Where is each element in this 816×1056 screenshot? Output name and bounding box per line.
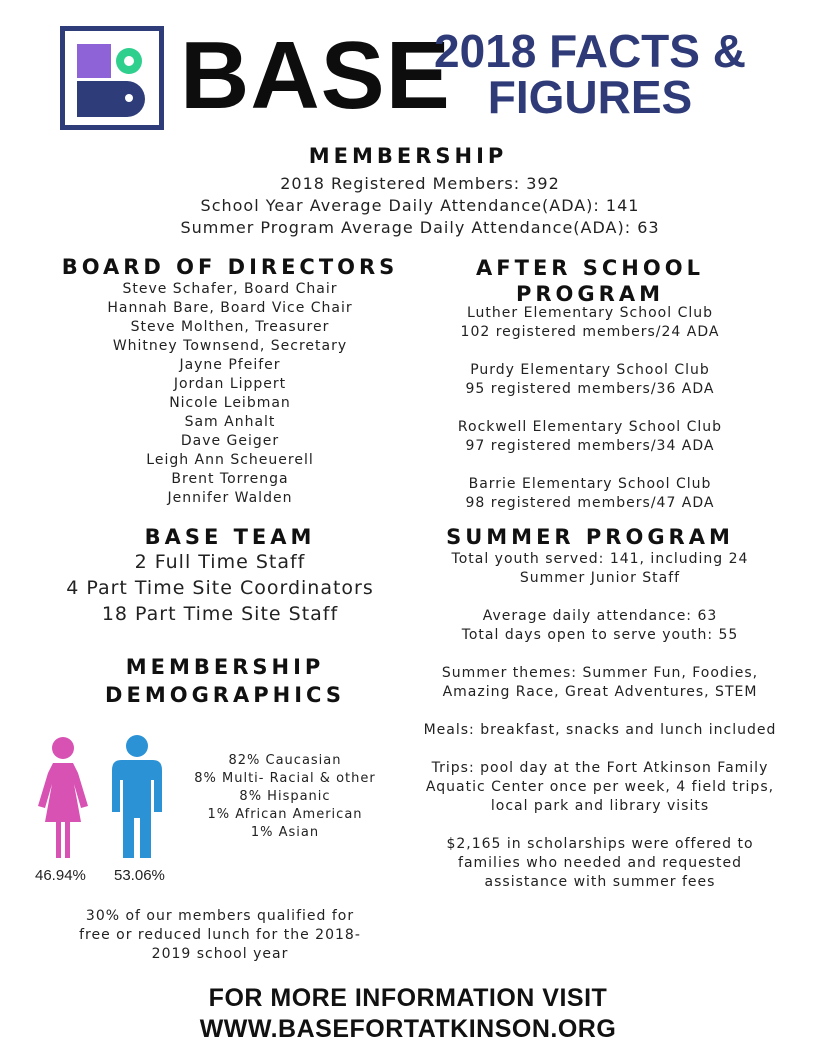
logo — [60, 26, 164, 130]
team-list — [20, 549, 420, 627]
board-list — [40, 280, 420, 508]
board-member: Hannah Bare, Board Vice Chair — [107, 300, 353, 316]
after-school-heading-line-1: AFTER SCHOOL — [476, 256, 704, 280]
summer-line: Trips: pool day at the Fort Atkinson Family — [431, 760, 769, 776]
summer-line: $2,165 in scholarships were offered to — [446, 836, 754, 852]
page-title — [420, 25, 760, 123]
ethnicity-item: 1% African American — [207, 807, 363, 822]
summer-line: families who needed and requested — [458, 855, 742, 871]
club-stats: 102 registered members/24 ADA — [460, 324, 720, 340]
ethnicity-item: 8% Multi- Racial & other — [194, 771, 376, 786]
summer-line: local park and library visits — [490, 798, 710, 814]
demographics-heading-line-1: MEMBERSHIP — [125, 655, 325, 679]
summer-line: Meals: breakfast, snacks and lunch included — [423, 722, 777, 738]
membership-stats — [0, 173, 816, 239]
club-name: Rockwell Elementary School Club — [457, 419, 723, 435]
board-member: Dave Geiger — [180, 433, 280, 449]
board-member: Whitney Townsend, Secretary — [112, 338, 348, 354]
ethnicity-list — [180, 752, 390, 842]
board-member: Steve Schafer, Board Chair — [122, 281, 338, 297]
team-line: 2 Full Time Staff — [134, 551, 306, 573]
website-url[interactable]: WWW.BASEFORTATKINSON.ORG — [199, 1015, 617, 1043]
lunch-note-line: 2019 school year — [151, 946, 289, 962]
club-stats: 98 registered members/47 ADA — [465, 495, 715, 511]
board-heading: BOARD OF DIRECTORS — [61, 255, 399, 279]
board-member: Jennifer Walden — [167, 490, 293, 506]
female-percentage: 46.94% — [35, 867, 86, 884]
board-member: Brent Torrenga — [171, 471, 289, 487]
ethnicity-item: 8% Hispanic — [239, 789, 331, 804]
footer-line-1: FOR MORE INFORMATION VISIT — [208, 984, 608, 1012]
male-icon — [108, 734, 166, 862]
base-logo-icon — [65, 31, 159, 125]
board-member: Leigh Ann Scheuerell — [146, 452, 314, 468]
summer-line: Total youth served: 141, including 24 — [451, 551, 749, 567]
board-member: Steve Molthen, Treasurer — [130, 319, 330, 335]
membership-line: Summer Program Average Daily Attendance(ADA): 63 — [180, 218, 660, 237]
board-member: Jordan Lippert — [173, 376, 287, 392]
membership-heading: MEMBERSHIP — [308, 144, 508, 168]
summer-line: Summer themes: Summer Fun, Foodies, — [441, 665, 759, 681]
brand-name: BASE — [180, 22, 451, 129]
summer-line: assistance with summer fees — [484, 874, 716, 890]
team-heading: BASE TEAM — [144, 525, 316, 549]
summer-details — [390, 550, 810, 892]
after-school-clubs — [400, 304, 780, 513]
membership-line: 2018 Registered Members: 392 — [280, 174, 560, 193]
board-member: Jayne Pfeifer — [179, 357, 281, 373]
demographics-heading-line-2: DEMOGRAPHICS — [105, 683, 345, 707]
demographics-heading — [30, 653, 420, 709]
summer-line: Total days open to serve youth: 55 — [461, 627, 739, 643]
female-icon — [34, 736, 94, 862]
ethnicity-item: 82% Caucasian — [228, 753, 342, 768]
ethnicity-item: 1% Asian — [250, 825, 320, 840]
title-line-1: 2018 FACTS & — [434, 25, 746, 77]
footer — [0, 983, 816, 1045]
summer-line: Amazing Race, Great Adventures, STEM — [442, 684, 758, 700]
summer-heading: SUMMER PROGRAM — [446, 525, 734, 549]
after-school-heading-line-2: PROGRAM — [516, 282, 664, 306]
summer-line: Summer Junior Staff — [519, 570, 681, 586]
board-member: Nicole Leibman — [169, 395, 291, 411]
team-line: 18 Part Time Site Staff — [101, 603, 339, 625]
club-stats: 95 registered members/36 ADA — [465, 381, 715, 397]
lunch-note-line: 30% of our members qualified for — [85, 908, 355, 924]
lunch-note — [40, 907, 400, 964]
team-line: 4 Part Time Site Coordinators — [66, 577, 374, 599]
summer-line: Average daily attendance: 63 — [482, 608, 718, 624]
after-school-heading — [400, 255, 780, 307]
summer-line: Aquatic Center once per week, 4 field trips, — [425, 779, 775, 795]
club-stats: 97 registered members/34 ADA — [465, 438, 715, 454]
title-line-2: FIGURES — [487, 71, 693, 123]
lunch-note-line: free or reduced lunch for the 2018- — [79, 927, 361, 943]
club-name: Purdy Elementary School Club — [470, 362, 710, 378]
male-percentage: 53.06% — [114, 867, 165, 884]
club-name: Luther Elementary School Club — [467, 305, 713, 321]
membership-line: School Year Average Daily Attendance(ADA): 141 — [200, 196, 640, 215]
club-name: Barrie Elementary School Club — [468, 476, 712, 492]
board-member: Sam Anhalt — [184, 414, 276, 430]
